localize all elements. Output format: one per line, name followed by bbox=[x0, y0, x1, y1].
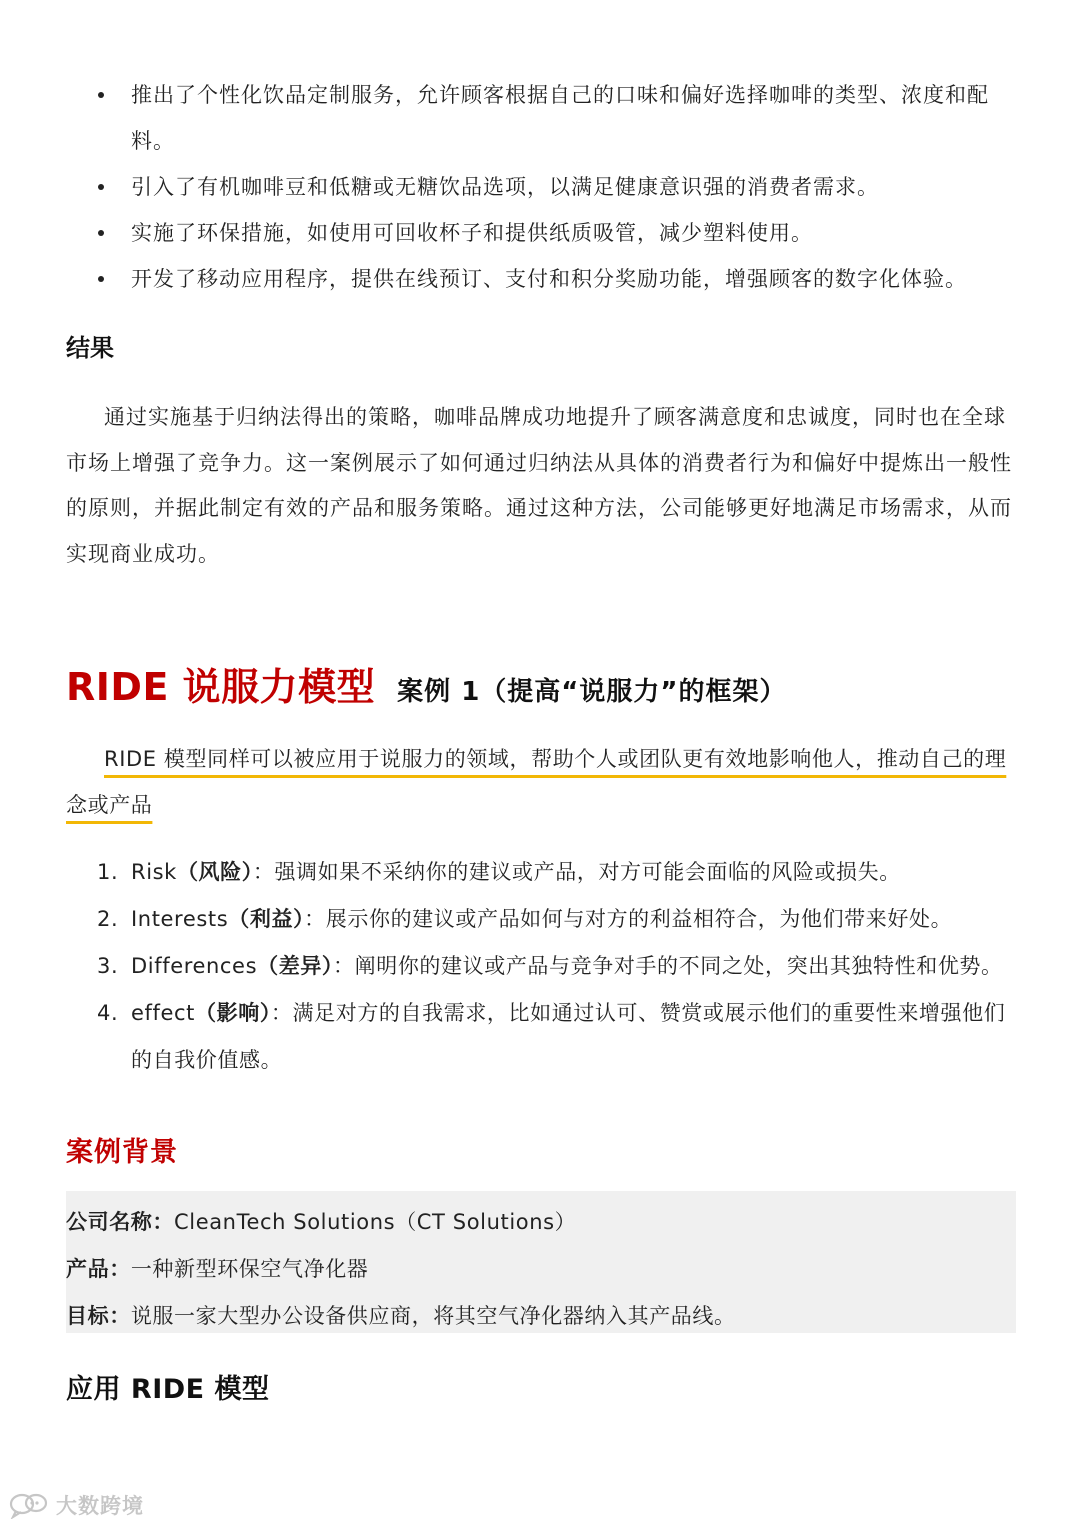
info-key: 公司名称： bbox=[66, 1210, 174, 1234]
list-item bbox=[0, 943, 1080, 990]
list-text: ：展示你的建议或产品如何与对方的利益相符合，为他们带来好处。 bbox=[304, 907, 953, 931]
info-row-product bbox=[66, 1246, 1016, 1293]
watermark bbox=[8, 1490, 144, 1520]
list-term-cn: （利益） bbox=[228, 907, 305, 931]
apply-ride-heading: 应用 RIDE 模型 bbox=[66, 1374, 270, 1405]
list-item: 引入了有机咖啡豆和低糖或无糖饮品选项，以满足健康意识强的消费者需求。 bbox=[0, 164, 1080, 210]
list-term: Risk bbox=[131, 860, 177, 884]
list-term: effect bbox=[131, 1001, 196, 1025]
list-number: 1. bbox=[97, 860, 119, 884]
info-key: 产品： bbox=[66, 1257, 131, 1281]
info-row-goal bbox=[66, 1293, 1016, 1340]
result-heading: 结果 bbox=[66, 334, 114, 362]
ride-numbered-list bbox=[0, 849, 1080, 1084]
result-paragraph: 通过实施基于归纳法得出的策略，咖啡品牌成功地提升了顾客满意度和忠诚度，同时也在全球市场上增强了竞争力。这一案例展示了如何通过归纳法从具体的消费者行为和偏好中提炼出一般性的原则，并据此制定有效的产品和服务策略。通过这种方法，公司能够更好地满足市场需求，从而实现商业成功。 bbox=[66, 405, 1012, 566]
list-term-cn: （影响） bbox=[195, 1001, 271, 1025]
case-background-heading: 案例背景 bbox=[66, 1137, 178, 1168]
list-text: ：强调如果不采纳你的建议或产品，对方可能会面临的风险或损失。 bbox=[252, 860, 901, 884]
list-term-cn: （差异） bbox=[257, 954, 334, 978]
watermark-text: 大数跨境 bbox=[56, 1494, 144, 1518]
list-item bbox=[0, 990, 1080, 1084]
list-number: 3. bbox=[97, 954, 119, 978]
list-text: ：满足对方的自我需求，比如通过认可、赞赏或展示他们的重要性来增强他们的自我价值感。 bbox=[131, 1001, 1006, 1072]
info-value: 说服一家大型办公设备供应商，将其空气净化器纳入其产品线。 bbox=[130, 1304, 736, 1328]
list-item: 开发了移动应用程序，提供在线预订、支付和积分奖励功能，增强顾客的数字化体验。 bbox=[0, 256, 1080, 302]
list-number: 2. bbox=[97, 907, 119, 931]
chat-bubble-logo-icon bbox=[8, 1491, 52, 1519]
ride-intro-paragraph bbox=[66, 736, 1018, 828]
list-term: Differences bbox=[131, 954, 258, 978]
info-value: CleanTech Solutions（CT Solutions） bbox=[174, 1210, 577, 1234]
list-term: Interests bbox=[131, 907, 229, 931]
ride-title-sub: 案例 1（提高“说服力”的框架） bbox=[397, 677, 787, 707]
list-item: 实施了环保措施，如使用可回收杯子和提供纸质吸管，减少塑料使用。 bbox=[0, 210, 1080, 256]
info-key: 目标： bbox=[66, 1304, 131, 1328]
list-item bbox=[0, 849, 1080, 896]
ride-section-title bbox=[66, 656, 786, 711]
info-row-company bbox=[66, 1199, 1016, 1246]
info-value: 一种新型环保空气净化器 bbox=[130, 1257, 369, 1281]
ride-title-main: RIDE 说服力模型 bbox=[66, 665, 376, 709]
case-info-box bbox=[66, 1191, 1016, 1333]
list-text: ：阐明你的建议或产品与竞争对手的不同之处，突出其独特性和优势。 bbox=[333, 954, 1003, 978]
list-item bbox=[0, 896, 1080, 943]
bullet-list bbox=[0, 72, 1080, 302]
list-number: 4. bbox=[97, 1001, 119, 1025]
list-item: 推出了个性化饮品定制服务，允许顾客根据自己的口味和偏好选择咖啡的类型、浓度和配料。 bbox=[0, 72, 1080, 164]
list-term-cn: （风险） bbox=[176, 860, 253, 884]
ride-intro-highlight: RIDE 模型同样可以被应用于说服力的领域，帮助个人或团队更有效地影响他人，推动自己的理念或产品 bbox=[66, 747, 1007, 817]
